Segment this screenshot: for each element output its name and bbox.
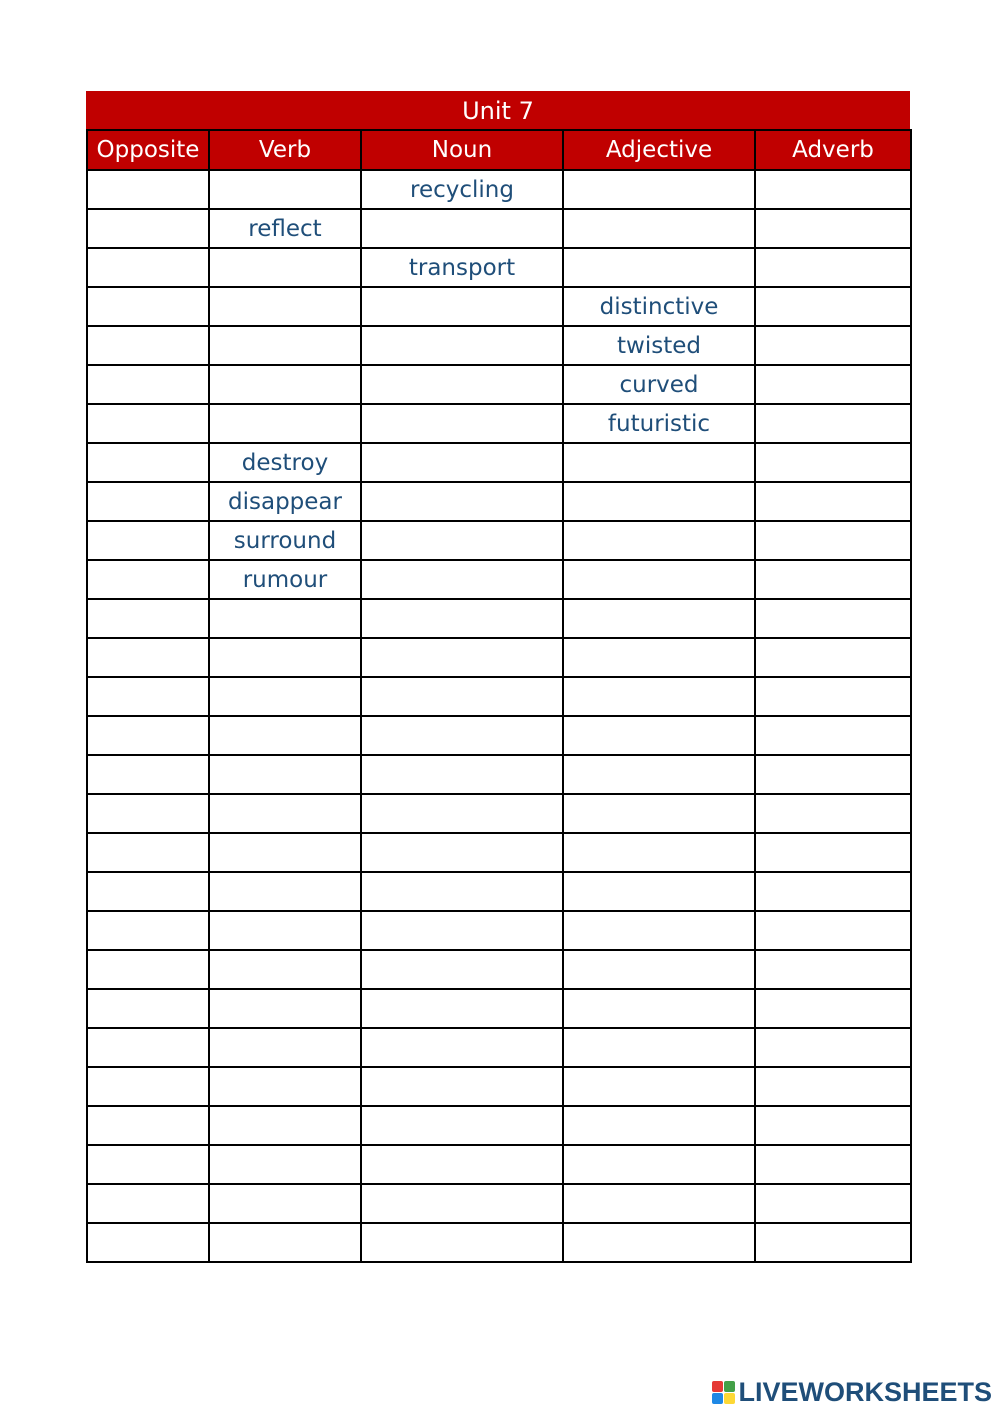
opposite-cell[interactable] <box>87 560 209 599</box>
noun-cell[interactable] <box>361 560 563 599</box>
opposite-cell[interactable] <box>87 326 209 365</box>
table-row <box>87 1028 911 1067</box>
adverb-cell[interactable] <box>755 326 911 365</box>
table-row <box>87 911 911 950</box>
opposite-cell[interactable] <box>87 209 209 248</box>
table-row <box>87 794 911 833</box>
noun-cell[interactable] <box>361 794 563 833</box>
logo-square-green <box>724 1381 735 1392</box>
column-header-verb: Verb <box>209 130 361 170</box>
adverb-cell[interactable] <box>755 1028 911 1067</box>
adjective-cell[interactable] <box>563 872 755 911</box>
table-row <box>87 1145 911 1184</box>
adjective-cell[interactable] <box>563 443 755 482</box>
opposite-cell[interactable] <box>87 1145 209 1184</box>
worksheet <box>86 91 910 1263</box>
verb-cell[interactable]: reflect <box>209 209 361 248</box>
verb-cell[interactable] <box>209 1067 361 1106</box>
adjective-cell[interactable]: curved <box>563 365 755 404</box>
table-row <box>87 755 911 794</box>
adjective-cell[interactable] <box>563 755 755 794</box>
adjective-cell[interactable] <box>563 560 755 599</box>
table-row <box>87 1067 911 1106</box>
liveworksheets-branding <box>712 1374 992 1410</box>
noun-cell[interactable] <box>361 911 563 950</box>
verb-cell[interactable] <box>209 404 361 443</box>
verb-cell[interactable]: disappear <box>209 482 361 521</box>
adjective-cell[interactable] <box>563 521 755 560</box>
noun-cell[interactable] <box>361 443 563 482</box>
opposite-cell[interactable] <box>87 170 209 209</box>
noun-cell[interactable] <box>361 326 563 365</box>
adjective-cell[interactable] <box>563 1028 755 1067</box>
verb-cell[interactable] <box>209 638 361 677</box>
noun-cell[interactable] <box>361 638 563 677</box>
opposite-cell[interactable] <box>87 248 209 287</box>
noun-cell[interactable] <box>361 599 563 638</box>
adverb-cell[interactable] <box>755 443 911 482</box>
verb-cell[interactable] <box>209 248 361 287</box>
adverb-cell[interactable] <box>755 560 911 599</box>
adjective-cell[interactable]: twisted <box>563 326 755 365</box>
table-row <box>87 950 911 989</box>
verb-cell[interactable] <box>209 989 361 1028</box>
verb-cell[interactable] <box>209 599 361 638</box>
noun-cell[interactable] <box>361 404 563 443</box>
noun-cell[interactable] <box>361 1106 563 1145</box>
verb-cell[interactable] <box>209 794 361 833</box>
verb-cell[interactable] <box>209 170 361 209</box>
adverb-cell[interactable] <box>755 911 911 950</box>
table-row <box>87 716 911 755</box>
verb-cell[interactable] <box>209 1184 361 1223</box>
opposite-cell[interactable] <box>87 443 209 482</box>
adverb-cell[interactable] <box>755 170 911 209</box>
noun-cell[interactable] <box>361 755 563 794</box>
table-row <box>87 209 911 248</box>
table-row <box>87 599 911 638</box>
noun-cell[interactable] <box>361 989 563 1028</box>
adverb-cell[interactable] <box>755 716 911 755</box>
adverb-cell[interactable] <box>755 794 911 833</box>
verb-cell[interactable] <box>209 1145 361 1184</box>
verb-cell[interactable] <box>209 950 361 989</box>
table-row <box>87 833 911 872</box>
table-row <box>87 287 911 326</box>
verb-cell[interactable] <box>209 1028 361 1067</box>
verb-cell[interactable] <box>209 911 361 950</box>
adjective-cell[interactable] <box>563 170 755 209</box>
opposite-cell[interactable] <box>87 482 209 521</box>
noun-cell[interactable] <box>361 209 563 248</box>
opposite-cell[interactable] <box>87 911 209 950</box>
opposite-cell[interactable] <box>87 404 209 443</box>
adverb-cell[interactable] <box>755 248 911 287</box>
table-body <box>87 170 911 1262</box>
noun-cell[interactable] <box>361 521 563 560</box>
table-row <box>87 560 911 599</box>
table-row <box>87 1184 911 1223</box>
adjective-cell[interactable] <box>563 1223 755 1262</box>
noun-cell[interactable]: recycling <box>361 170 563 209</box>
verb-cell[interactable]: rumour <box>209 560 361 599</box>
adverb-cell[interactable] <box>755 1106 911 1145</box>
adjective-cell[interactable] <box>563 911 755 950</box>
liveworksheets-logo-icon <box>712 1381 735 1404</box>
noun-cell[interactable] <box>361 365 563 404</box>
table-row <box>87 677 911 716</box>
adjective-cell[interactable] <box>563 248 755 287</box>
verb-cell[interactable] <box>209 326 361 365</box>
adverb-cell[interactable] <box>755 404 911 443</box>
noun-cell[interactable] <box>361 1223 563 1262</box>
adjective-cell[interactable] <box>563 1184 755 1223</box>
noun-cell[interactable] <box>361 1028 563 1067</box>
adverb-cell[interactable] <box>755 1067 911 1106</box>
adjective-cell[interactable] <box>563 1067 755 1106</box>
opposite-cell[interactable] <box>87 599 209 638</box>
noun-cell[interactable] <box>361 1184 563 1223</box>
worksheet-title: Unit 7 <box>86 91 910 129</box>
opposite-cell[interactable] <box>87 365 209 404</box>
verb-cell[interactable] <box>209 833 361 872</box>
table-row <box>87 1106 911 1145</box>
adverb-cell[interactable] <box>755 872 911 911</box>
column-header-adjective: Adjective <box>563 130 755 170</box>
opposite-cell[interactable] <box>87 1028 209 1067</box>
verb-cell[interactable] <box>209 287 361 326</box>
noun-cell[interactable] <box>361 833 563 872</box>
adjective-cell[interactable]: futuristic <box>563 404 755 443</box>
noun-cell[interactable] <box>361 950 563 989</box>
adverb-cell[interactable] <box>755 599 911 638</box>
table-row <box>87 404 911 443</box>
noun-cell[interactable] <box>361 872 563 911</box>
noun-cell[interactable] <box>361 1145 563 1184</box>
adjective-cell[interactable] <box>563 950 755 989</box>
logo-square-red <box>712 1381 723 1392</box>
adverb-cell[interactable] <box>755 755 911 794</box>
adverb-cell[interactable] <box>755 1223 911 1262</box>
word-forms-table <box>86 129 912 1263</box>
column-header-adverb: Adverb <box>755 130 911 170</box>
verb-cell[interactable] <box>209 365 361 404</box>
table-row <box>87 989 911 1028</box>
adverb-cell[interactable] <box>755 1145 911 1184</box>
table-row <box>87 521 911 560</box>
verb-cell[interactable] <box>209 872 361 911</box>
table-row <box>87 170 911 209</box>
adjective-cell[interactable] <box>563 1145 755 1184</box>
opposite-cell[interactable] <box>87 1067 209 1106</box>
verb-cell[interactable] <box>209 755 361 794</box>
opposite-cell[interactable] <box>87 755 209 794</box>
adverb-cell[interactable] <box>755 1184 911 1223</box>
adjective-cell[interactable] <box>563 1106 755 1145</box>
table-row <box>87 638 911 677</box>
noun-cell[interactable] <box>361 677 563 716</box>
adjective-cell[interactable] <box>563 482 755 521</box>
header-row <box>87 130 911 170</box>
adverb-cell[interactable] <box>755 950 911 989</box>
adverb-cell[interactable] <box>755 677 911 716</box>
opposite-cell[interactable] <box>87 521 209 560</box>
opposite-cell[interactable] <box>87 1184 209 1223</box>
opposite-cell[interactable] <box>87 1223 209 1262</box>
table-row <box>87 1223 911 1262</box>
adverb-cell[interactable] <box>755 287 911 326</box>
opposite-cell[interactable] <box>87 872 209 911</box>
adjective-cell[interactable] <box>563 209 755 248</box>
noun-cell[interactable] <box>361 287 563 326</box>
adverb-cell[interactable] <box>755 482 911 521</box>
opposite-cell[interactable] <box>87 950 209 989</box>
adverb-cell[interactable] <box>755 638 911 677</box>
verb-cell[interactable]: destroy <box>209 443 361 482</box>
adverb-cell[interactable] <box>755 833 911 872</box>
noun-cell[interactable] <box>361 1067 563 1106</box>
verb-cell[interactable] <box>209 677 361 716</box>
noun-cell[interactable]: transport <box>361 248 563 287</box>
table-row <box>87 443 911 482</box>
adjective-cell[interactable]: distinctive <box>563 287 755 326</box>
adjective-cell[interactable] <box>563 677 755 716</box>
verb-cell[interactable] <box>209 1106 361 1145</box>
adverb-cell[interactable] <box>755 365 911 404</box>
logo-square-blue <box>712 1393 723 1404</box>
noun-cell[interactable] <box>361 482 563 521</box>
adjective-cell[interactable] <box>563 833 755 872</box>
adjective-cell[interactable] <box>563 794 755 833</box>
adjective-cell[interactable] <box>563 716 755 755</box>
verb-cell[interactable]: surround <box>209 521 361 560</box>
adverb-cell[interactable] <box>755 521 911 560</box>
opposite-cell[interactable] <box>87 287 209 326</box>
verb-cell[interactable] <box>209 716 361 755</box>
opposite-cell[interactable] <box>87 677 209 716</box>
opposite-cell[interactable] <box>87 716 209 755</box>
table-row <box>87 248 911 287</box>
adverb-cell[interactable] <box>755 209 911 248</box>
table-row <box>87 326 911 365</box>
column-header-noun: Noun <box>361 130 563 170</box>
adjective-cell[interactable] <box>563 638 755 677</box>
table-row <box>87 872 911 911</box>
opposite-cell[interactable] <box>87 833 209 872</box>
adverb-cell[interactable] <box>755 989 911 1028</box>
logo-square-yellow <box>724 1393 735 1404</box>
adjective-cell[interactable] <box>563 599 755 638</box>
noun-cell[interactable] <box>361 716 563 755</box>
verb-cell[interactable] <box>209 1223 361 1262</box>
table-row <box>87 365 911 404</box>
opposite-cell[interactable] <box>87 1106 209 1145</box>
opposite-cell[interactable] <box>87 989 209 1028</box>
opposite-cell[interactable] <box>87 638 209 677</box>
brand-name: LIVEWORKSHEETS <box>738 1376 992 1407</box>
opposite-cell[interactable] <box>87 794 209 833</box>
adjective-cell[interactable] <box>563 989 755 1028</box>
column-header-opposite: Opposite <box>87 130 209 170</box>
table-row <box>87 482 911 521</box>
